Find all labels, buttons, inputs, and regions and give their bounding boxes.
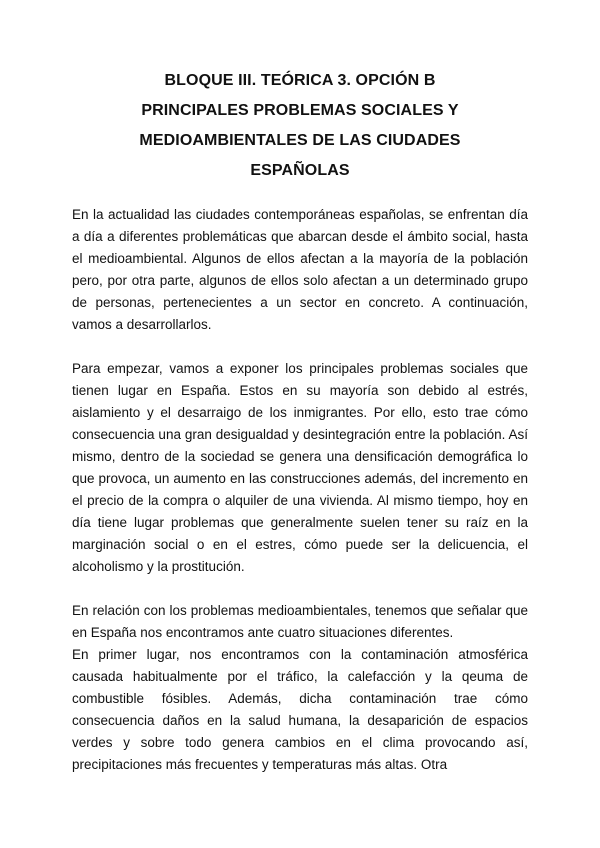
paragraph-air-pollution: En primer lugar, nos encontramos con la contaminación atmosférica causada habitualmente por el tráfico, la calefacción y la qeuma de combustible fósibles. Además, dicha contaminación trae cómo consecuencia daños en la salud humana, la desaparición de espacios verdes y sobre todo genera cambios en el clima provocando así, precipitaciones más frecuentes y temperaturas más altas. Otra xyxy=(72,647,528,772)
paragraph-spacer xyxy=(72,578,528,600)
title-line-3: MEDIOAMBIENTALES DE LAS CIUDADES xyxy=(139,132,461,149)
paragraph-environmental-intro: En relación con los problemas medioambientales, tenemos que señalar que en España nos encontramos ante cuatro situaciones diferentes. xyxy=(72,603,528,640)
paragraph-intro: En la actualidad las ciudades contemporáneas españolas, se enfrentan día a día a diferentes problemáticas que abarcan desde el ámbito social, hasta el medioambiental. Algunos de ellos afectan a la mayoría de la población pero, por otra parte, algunos de ellos solo afectan a un determinado grupo de personas, pertenecientes a un sector en concreto. A continuación, vamos a desarrollarlos. xyxy=(72,207,528,332)
page-title xyxy=(72,66,528,186)
paragraph-spacer xyxy=(72,336,528,358)
title-line-2: PRINCIPALES PROBLEMAS SOCIALES Y xyxy=(141,102,459,119)
title-line-1: BLOQUE III. TEÓRICA 3. OPCIÓN B xyxy=(164,72,436,89)
document-body xyxy=(72,204,528,776)
paragraph-social-problems: Para empezar, vamos a exponer los principales problemas sociales que tienen lugar en España. Estos en su mayoría son debido al estrés, aislamiento y el desarraigo de los inmigrantes. Por ello, esto trae cómo consecuencia una gran desigualdad y desintegración entre la población. Así mismo, dentro de la sociedad se genera una densificación demográfica lo que provoca, un aumento en las construcciones además, del incremento en el precio de la compra o alquiler de una vivienda. Al mismo tiempo, hoy en día tiene lugar problemas que generalmente suelen tener su raíz en la marginación social o en el estres, cómo puede ser la delicuencia, el alcoholismo y la prostitución. xyxy=(72,361,528,574)
title-line-4: ESPAÑOLAS xyxy=(250,162,350,179)
